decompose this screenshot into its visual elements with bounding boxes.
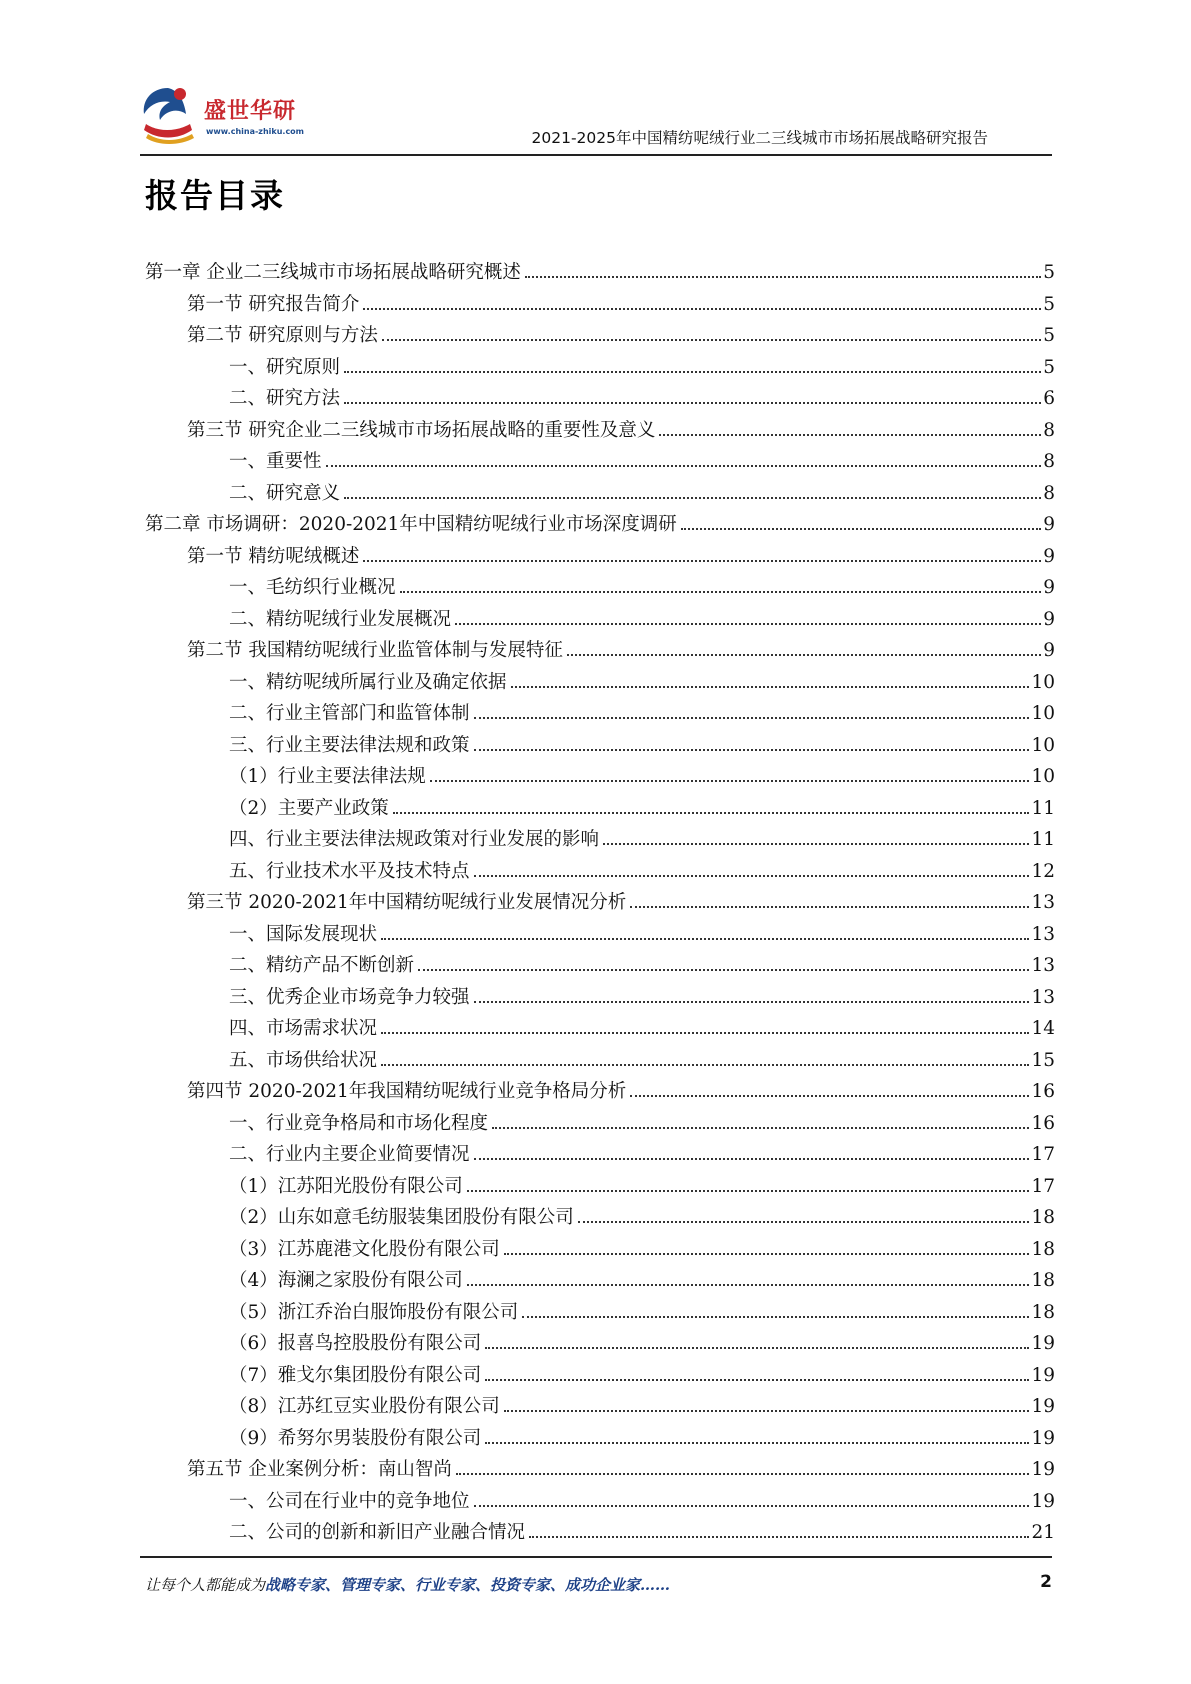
toc-entry[interactable] — [145, 1235, 1055, 1267]
toc-entry-page: 5 — [1043, 325, 1055, 346]
toc-entry-page: 9 — [1043, 577, 1055, 598]
toc-leader-dots — [504, 1410, 1030, 1412]
toc-entry-page: 13 — [1031, 923, 1055, 945]
footer-slogan-accent: 战略专家、管理专家、行业专家、投资专家、成功企业家…… — [265, 1576, 671, 1594]
toc-entry[interactable] — [145, 668, 1055, 700]
toc-entry-title: 一、研究原则 — [229, 356, 341, 378]
toc-entry[interactable] — [145, 1361, 1055, 1393]
toc-leader-dots — [492, 1127, 1029, 1129]
toc-entry-page: 18 — [1031, 1301, 1055, 1323]
toc-entry[interactable] — [145, 290, 1055, 322]
toc-entry-title: 五、行业技术水平及技术特点 — [229, 860, 470, 882]
toc-leader-dots — [578, 1221, 1030, 1223]
toc-leader-dots — [630, 1095, 1029, 1097]
toc-leader-dots — [326, 465, 1042, 467]
toc-entry-title: 五、市场供给状况 — [229, 1049, 378, 1071]
toc-leader-dots — [381, 1032, 1029, 1034]
toc-entry[interactable] — [145, 1046, 1055, 1078]
toc-entry[interactable] — [145, 1455, 1055, 1487]
toc-entry-page: 15 — [1031, 1049, 1055, 1071]
toc-entry-title: 四、市场需求状况 — [229, 1018, 378, 1039]
toc-entry-page: 5 — [1043, 262, 1055, 283]
report-title: 报告目录 — [145, 176, 285, 215]
toc-leader-dots — [344, 497, 1041, 499]
toc-entry-page: 10 — [1031, 734, 1055, 756]
toc-leader-dots — [344, 402, 1041, 404]
toc-entry-page: 12 — [1031, 860, 1055, 882]
toc-entry-title: 二、研究方法 — [229, 388, 341, 409]
toc-entry-title: （3）江苏鹿港文化股份有限公司 — [229, 1238, 500, 1260]
header-title: 2021-2025年中国精纺呢绒行业二三线城市市场拓展战略研究报告 — [531, 129, 988, 147]
toc-entry-page: 6 — [1043, 388, 1055, 409]
toc-entry[interactable] — [145, 1014, 1055, 1046]
toc-entry-page: 8 — [1043, 451, 1055, 472]
toc-entry[interactable] — [145, 888, 1055, 920]
toc-entry[interactable] — [145, 321, 1055, 353]
toc-entry-page: 16 — [1031, 1081, 1055, 1102]
toc-entry-title: （1）江苏阳光股份有限公司 — [229, 1175, 463, 1197]
toc-entry-page: 11 — [1031, 797, 1055, 819]
toc-entry-title: 第五节 企业案例分析：南山智尚 — [187, 1459, 452, 1480]
toc-entry[interactable] — [145, 1392, 1055, 1424]
toc-leader-dots — [382, 339, 1041, 341]
toc-entry-page: 19 — [1031, 1364, 1055, 1386]
toc-entry[interactable] — [145, 573, 1055, 605]
toc-entry-title: 一、毛纺织行业概况 — [229, 577, 396, 598]
toc-entry-title: 第一章 企业二三线城市市场拓展战略研究概述 — [145, 262, 521, 283]
toc-entry-page: 21 — [1031, 1522, 1055, 1543]
toc-leader-dots — [455, 623, 1041, 625]
toc-entry[interactable] — [145, 1487, 1055, 1519]
header-divider — [140, 154, 1052, 156]
toc-leader-dots — [511, 686, 1030, 688]
toc-leader-dots — [467, 1190, 1030, 1192]
page-number: 2 — [1040, 1572, 1052, 1592]
toc-entry[interactable] — [145, 699, 1055, 731]
toc-entry[interactable] — [145, 416, 1055, 448]
toc-entry-page: 18 — [1031, 1270, 1055, 1291]
toc-entry-title: 二、行业主管部门和监管体制 — [229, 703, 470, 724]
toc-entry-title: 二、行业内主要企业简要情况 — [229, 1144, 470, 1165]
toc-leader-dots — [630, 906, 1029, 908]
toc-leader-dots — [430, 780, 1030, 782]
toc-leader-dots — [474, 1158, 1030, 1160]
toc-entry-title: 第一节 研究报告简介 — [187, 293, 360, 315]
toc-entry-page: 9 — [1043, 545, 1055, 567]
toc-entry[interactable] — [145, 920, 1055, 952]
toc-entry-page: 16 — [1031, 1112, 1055, 1134]
toc-entry[interactable] — [145, 1266, 1055, 1298]
toc-entry-title: （5）浙江乔治白服饰股份有限公司 — [229, 1301, 519, 1323]
toc-leader-dots — [363, 560, 1041, 562]
toc-entry[interactable] — [145, 983, 1055, 1015]
toc-entry-title: 三、行业主要法律法规和政策 — [229, 734, 470, 756]
toc-entry[interactable] — [145, 1077, 1055, 1109]
toc-entry-title: 一、精纺呢绒所属行业及确定依据 — [229, 671, 507, 693]
toc-entry[interactable] — [145, 1424, 1055, 1456]
toc-leader-dots — [381, 938, 1029, 940]
toc-entry-title: （6）报喜鸟控股股份有限公司 — [229, 1333, 482, 1354]
toc-leader-dots — [418, 969, 1029, 971]
toc-entry-title: 第三节 2020-2021年中国精纺呢绒行业发展情况分析 — [187, 892, 627, 913]
toc-entry-page: 13 — [1031, 986, 1055, 1008]
logo-name: 盛世华研 — [204, 99, 297, 124]
toc-entry-title: 第四节 2020-2021年我国精纺呢绒行业竞争格局分析 — [187, 1081, 627, 1102]
toc-entry-page: 9 — [1043, 514, 1055, 535]
toc-leader-dots — [381, 1064, 1029, 1066]
toc-entry-title: 二、公司的创新和新旧产业融合情况 — [229, 1522, 526, 1543]
toc-entry-page: 13 — [1031, 955, 1055, 976]
footer-slogan-prefix: 让每个人都能成为 — [145, 1576, 266, 1594]
toc-entry-title: （1）行业主要法律法规 — [229, 766, 426, 787]
logo-emblem-icon — [140, 84, 204, 146]
logo-url: www.china-zhiku.com — [206, 127, 305, 136]
toc-entry-title: 一、重要性 — [229, 451, 322, 472]
toc-entry-page: 19 — [1031, 1490, 1055, 1512]
toc-leader-dots — [456, 1473, 1030, 1475]
footer-slogan — [145, 1574, 670, 1595]
footer-divider — [140, 1556, 1052, 1558]
toc-entry[interactable] — [145, 1140, 1055, 1172]
toc-entry-page: 5 — [1043, 293, 1055, 315]
toc-entry[interactable] — [145, 510, 1055, 542]
toc-leader-dots — [522, 1316, 1029, 1318]
toc-leader-dots — [400, 591, 1042, 593]
toc-entry[interactable] — [145, 353, 1055, 385]
toc-entry[interactable] — [145, 1203, 1055, 1235]
toc-entry[interactable] — [145, 447, 1055, 479]
toc-entry-page: 10 — [1031, 703, 1055, 724]
toc-entry[interactable] — [145, 605, 1055, 637]
toc-leader-dots — [474, 749, 1030, 751]
toc-entry-page: 10 — [1031, 671, 1055, 693]
toc-leader-dots — [485, 1442, 1029, 1444]
toc-entry[interactable] — [145, 825, 1055, 857]
toc-entry-title: （7）雅戈尔集团股份有限公司 — [229, 1364, 482, 1386]
toc-entry-title: 第二节 研究原则与方法 — [187, 325, 378, 346]
toc-leader-dots — [504, 1253, 1030, 1255]
toc-entry-page: 17 — [1031, 1175, 1055, 1197]
toc-entry[interactable] — [145, 1518, 1055, 1550]
toc-leader-dots — [393, 812, 1030, 814]
toc-entry-page: 10 — [1031, 766, 1055, 787]
toc-entry[interactable] — [145, 951, 1055, 983]
toc-entry-page: 19 — [1031, 1333, 1055, 1354]
toc-entry-title: 二、精纺呢绒行业发展概况 — [229, 608, 452, 630]
toc-entry[interactable] — [145, 1298, 1055, 1330]
toc-leader-dots — [474, 1505, 1030, 1507]
company-logo — [140, 84, 310, 146]
toc-entry-title: 四、行业主要法律法规政策对行业发展的影响 — [229, 829, 600, 850]
toc-entry-page: 19 — [1031, 1396, 1055, 1417]
toc-leader-dots — [567, 654, 1041, 656]
toc-entry-page: 11 — [1031, 829, 1055, 850]
toc-entry[interactable] — [145, 1109, 1055, 1141]
toc-leader-dots — [344, 371, 1041, 373]
toc-entry-title: 第二章 市场调研：2020-2021年中国精纺呢绒行业市场深度调研 — [145, 514, 677, 535]
toc-entry-title: 一、行业竞争格局和市场化程度 — [229, 1112, 489, 1134]
toc-leader-dots — [474, 875, 1030, 877]
toc-entry[interactable] — [145, 636, 1055, 668]
toc-leader-dots — [474, 717, 1030, 719]
toc-leader-dots — [363, 308, 1041, 310]
toc-entry-page: 17 — [1031, 1144, 1055, 1165]
toc-entry-title: （8）江苏红豆实业股份有限公司 — [229, 1396, 500, 1417]
toc-entry-title: （2）山东如意毛纺服装集团股份有限公司 — [229, 1207, 574, 1228]
toc-entry-title: 一、国际发展现状 — [229, 923, 378, 945]
toc-leader-dots — [485, 1347, 1029, 1349]
toc-leader-dots — [681, 528, 1041, 530]
toc-entry-title: 第三节 研究企业二三线城市市场拓展战略的重要性及意义 — [187, 419, 656, 441]
table-of-contents — [145, 258, 1055, 1550]
toc-entry[interactable] — [145, 258, 1055, 290]
toc-leader-dots — [474, 1001, 1030, 1003]
toc-entry-page: 14 — [1031, 1018, 1055, 1039]
toc-leader-dots — [659, 434, 1041, 436]
toc-leader-dots — [485, 1379, 1029, 1381]
toc-entry-title: 一、公司在行业中的竞争地位 — [229, 1490, 470, 1512]
toc-entry-title: （9）希努尔男装股份有限公司 — [229, 1427, 482, 1449]
toc-entry[interactable] — [145, 762, 1055, 794]
toc-entry-title: 第一节 精纺呢绒概述 — [187, 545, 360, 567]
toc-leader-dots — [603, 843, 1029, 845]
toc-entry-title: 三、优秀企业市场竞争力较强 — [229, 986, 470, 1008]
toc-entry[interactable] — [145, 1172, 1055, 1204]
page-header — [140, 78, 1052, 158]
toc-entry-page: 9 — [1043, 608, 1055, 630]
toc-entry[interactable] — [145, 857, 1055, 889]
toc-entry-title: 第二节 我国精纺呢绒行业监管体制与发展特征 — [187, 640, 563, 661]
toc-entry[interactable] — [145, 731, 1055, 763]
toc-entry-title: （2）主要产业政策 — [229, 797, 389, 819]
toc-entry[interactable] — [145, 542, 1055, 574]
toc-entry-page: 19 — [1031, 1459, 1055, 1480]
toc-entry-page: 19 — [1031, 1427, 1055, 1449]
toc-entry-page: 18 — [1031, 1238, 1055, 1260]
toc-entry-page: 5 — [1043, 356, 1055, 378]
toc-leader-dots — [467, 1284, 1030, 1286]
toc-entry-title: 二、研究意义 — [229, 482, 341, 504]
toc-entry-page: 18 — [1031, 1207, 1055, 1228]
toc-entry-title: （4）海澜之家股份有限公司 — [229, 1270, 463, 1291]
toc-entry[interactable] — [145, 794, 1055, 826]
toc-leader-dots — [525, 276, 1041, 278]
toc-entry-page: 8 — [1043, 419, 1055, 441]
toc-entry-page: 9 — [1043, 640, 1055, 661]
toc-entry-page: 13 — [1031, 892, 1055, 913]
toc-entry[interactable] — [145, 384, 1055, 416]
toc-entry[interactable] — [145, 1329, 1055, 1361]
toc-leader-dots — [529, 1536, 1029, 1538]
toc-entry-title: 二、精纺产品不断创新 — [229, 955, 415, 976]
toc-entry[interactable] — [145, 479, 1055, 511]
toc-entry-page: 8 — [1043, 482, 1055, 504]
